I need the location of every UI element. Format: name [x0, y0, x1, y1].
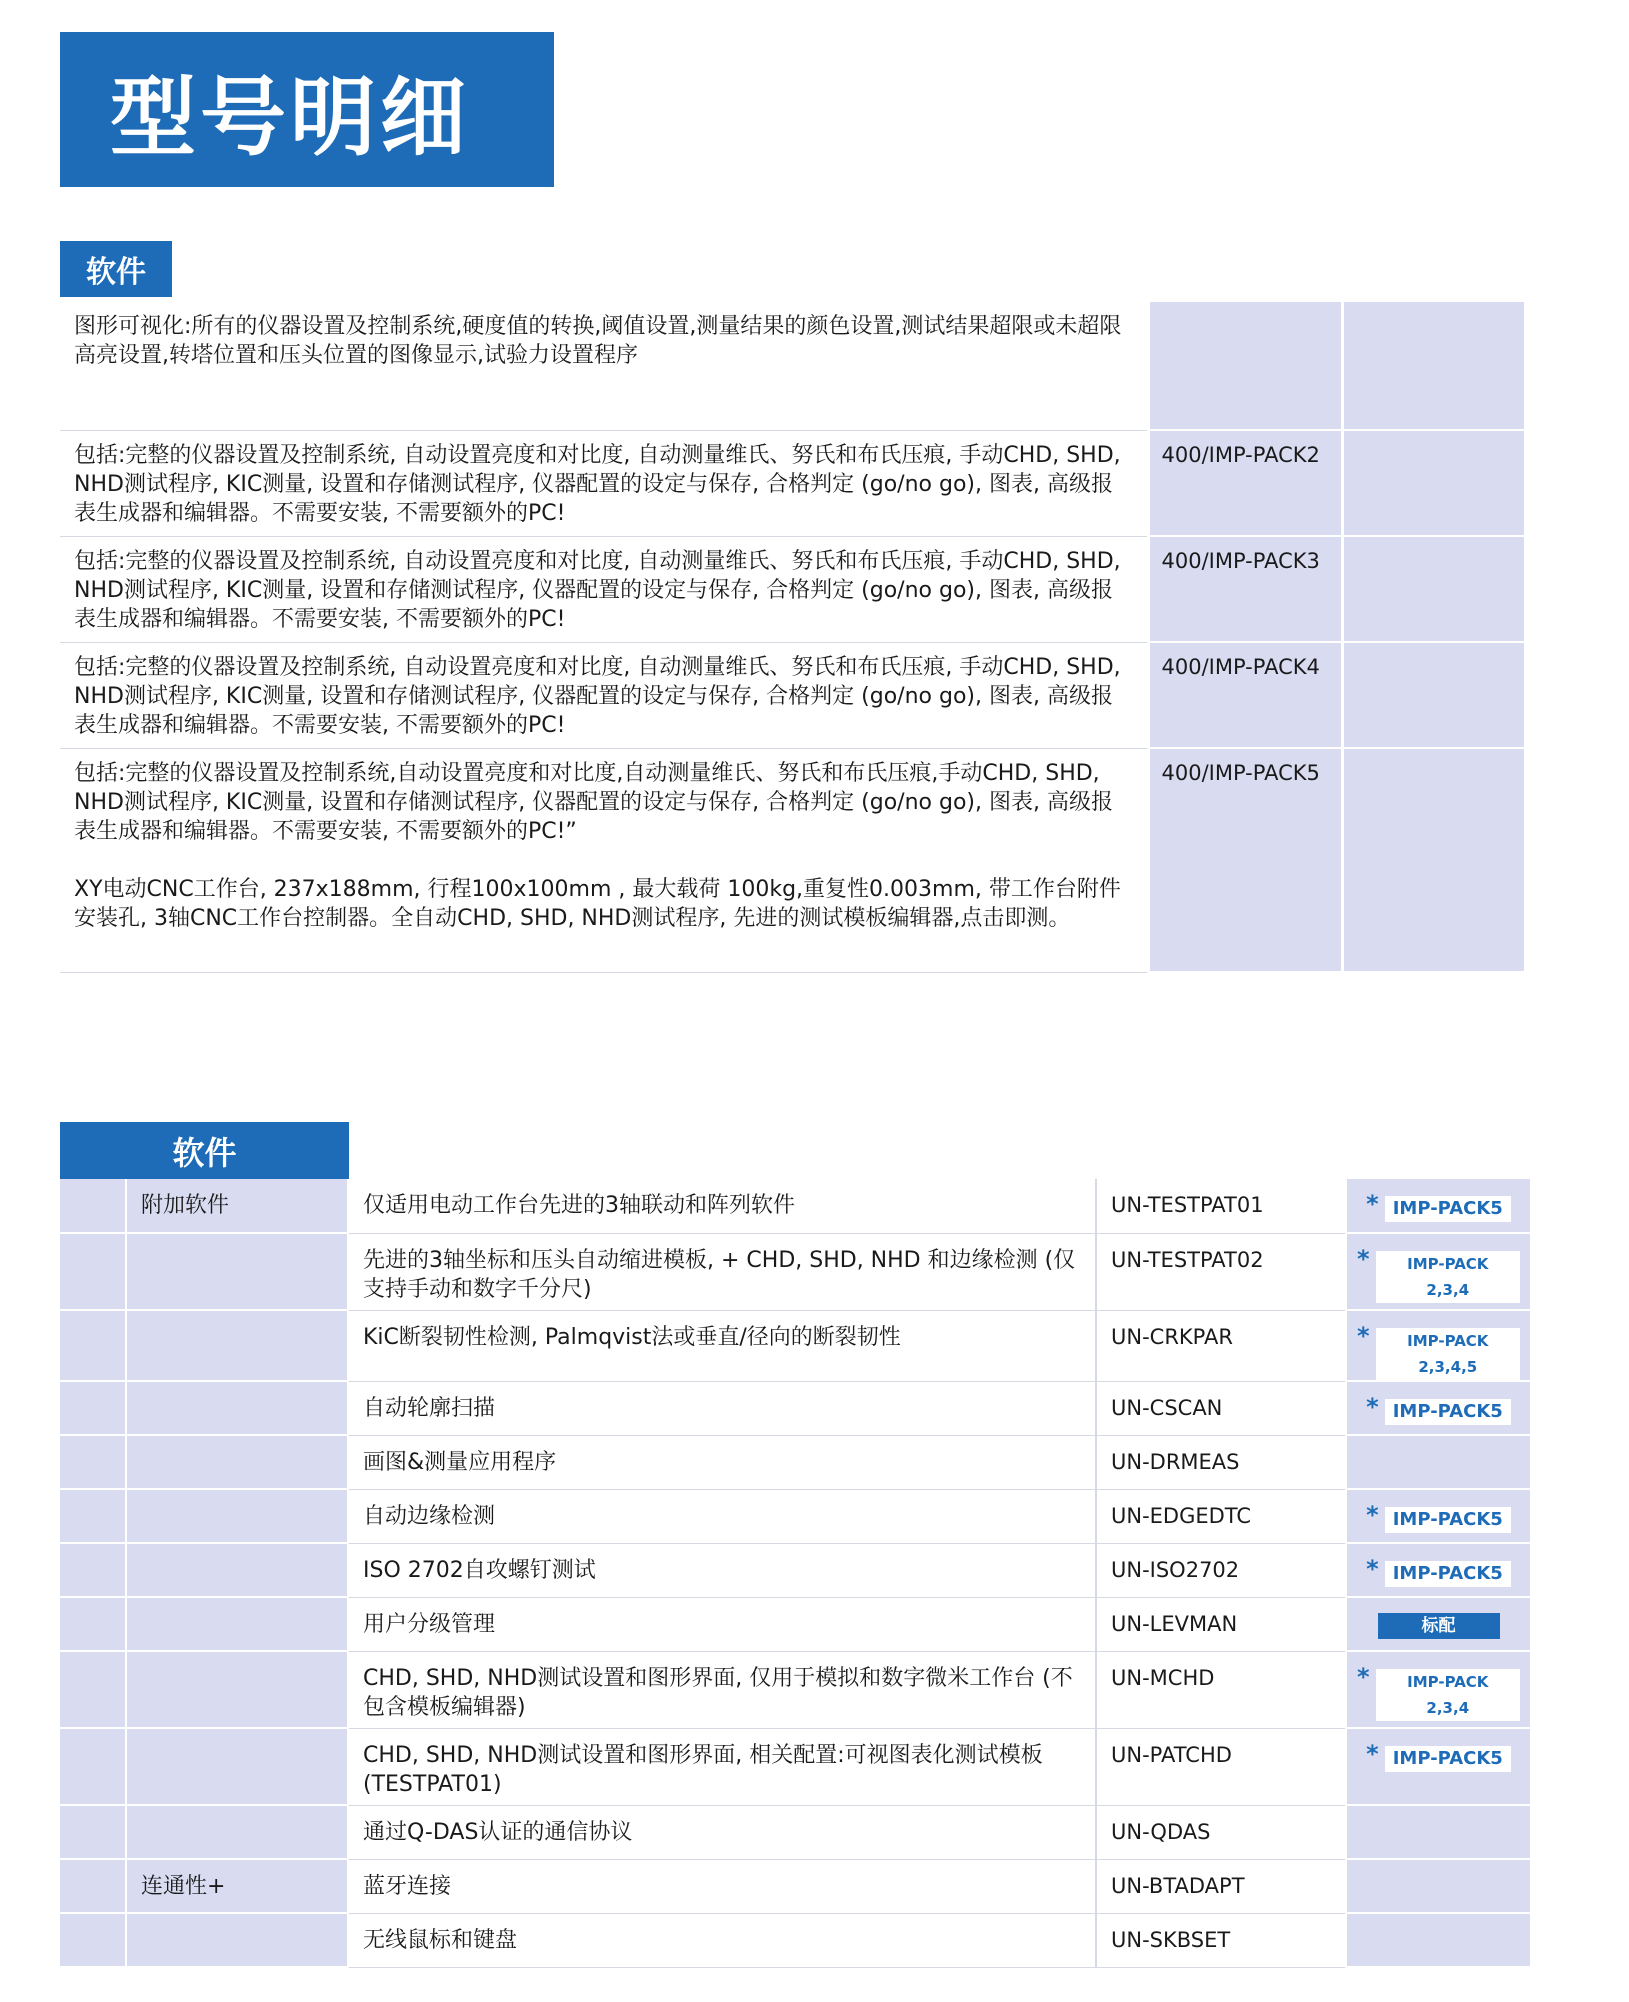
- row-marker-cell: [60, 1489, 126, 1543]
- addon-code: UN-TESTPAT01: [1096, 1179, 1346, 1233]
- category-cell: [126, 1651, 348, 1728]
- row-marker-cell: [60, 1805, 126, 1859]
- description-paragraph: 包括:完整的仪器设置及控制系统, 自动设置亮度和对比度, 自动测量维氏、努氏和布氏压痕, 手动CHD, SHD, NHD测试程序, KIC测量, 设置和存储测试程序, 仪器配置的设定与保存, 合格判定 (go/no go), 图表, 高级报表生成器和编辑器。不需要安装, 不需要额外的PC!: [74, 654, 1121, 738]
- package-code: 400/IMP-PACK2: [1148, 430, 1342, 536]
- category-cell: [126, 1728, 348, 1805]
- availability-cell: [1346, 1310, 1530, 1381]
- pack-badge: IMP-PACK5: [1385, 1507, 1511, 1533]
- addon-software-table: [60, 1179, 1530, 1968]
- description-paragraph: XY电动CNC工作台, 237x188mm, 行程100x100mm , 最大载荷 100kg,重复性0.003mm, 带工作台附件安装孔, 3轴CNC工作台控制器。全自动CHD, SHD, NHD测试程序, 先进的测试模板编辑器,点击即测。: [74, 876, 1121, 931]
- row-marker-cell: [60, 1859, 126, 1913]
- category-cell: [126, 1435, 348, 1489]
- pack-badge: IMP-PACK 2,3,4: [1376, 1251, 1520, 1303]
- pack-badge-group: [1366, 1501, 1511, 1533]
- asterisk-icon: *: [1366, 1190, 1379, 1218]
- availability-cell: [1346, 1233, 1530, 1310]
- addon-code: UN-BTADAPT: [1096, 1859, 1346, 1913]
- asterisk-icon: *: [1366, 1501, 1379, 1529]
- row-marker-cell: [60, 1179, 126, 1233]
- row-marker-cell: [60, 1597, 126, 1651]
- table-row: [60, 430, 1524, 536]
- addon-description: 自动轮廓扫描: [348, 1381, 1096, 1435]
- table-row: [60, 1543, 1530, 1597]
- package-code: 400/IMP-PACK4: [1148, 642, 1342, 748]
- section-tag-software-addons: 软件: [60, 1122, 349, 1179]
- table-row: [60, 1597, 1530, 1651]
- row-marker-cell: [60, 1728, 126, 1805]
- asterisk-icon: *: [1357, 1245, 1370, 1273]
- availability-cell: [1346, 1913, 1530, 1967]
- asterisk-icon: *: [1357, 1322, 1370, 1350]
- category-cell: 连通性+: [126, 1859, 348, 1913]
- pack-badge: IMP-PACK5: [1385, 1561, 1511, 1587]
- package-code: 400/IMP-PACK5: [1148, 748, 1342, 972]
- page-title: 型号明细: [60, 32, 554, 187]
- addon-code: UN-SKBSET: [1096, 1913, 1346, 1967]
- row-marker-cell: [60, 1543, 126, 1597]
- addon-description: CHD, SHD, NHD测试设置和图形界面, 相关配置:可视图表化测试模板 (TESTPAT01): [348, 1728, 1096, 1805]
- package-description: [60, 302, 1148, 430]
- table-row: [60, 1651, 1530, 1728]
- availability-cell: [1346, 1179, 1530, 1233]
- package-description: [60, 536, 1148, 642]
- pack-badge: IMP-PACK5: [1385, 1746, 1511, 1772]
- table-row: [60, 1233, 1530, 1310]
- package-extra-cell: [1342, 302, 1524, 430]
- package-extra-cell: [1342, 748, 1524, 972]
- table-row: [60, 1435, 1530, 1489]
- addon-code: UN-TESTPAT02: [1096, 1233, 1346, 1310]
- row-marker-cell: [60, 1310, 126, 1381]
- addon-code: UN-MCHD: [1096, 1651, 1346, 1728]
- availability-cell: [1346, 1859, 1530, 1913]
- description-paragraph: 包括:完整的仪器设置及控制系统, 自动设置亮度和对比度, 自动测量维氏、努氏和布氏压痕, 手动CHD, SHD, NHD测试程序, KIC测量, 设置和存储测试程序, 仪器配置的设定与保存, 合格判定 (go/no go), 图表, 高级报表生成器和编辑器。不需要安装, 不需要额外的PC!: [74, 548, 1121, 632]
- software-package-table: [60, 302, 1524, 973]
- category-cell: [126, 1381, 348, 1435]
- addon-description: 先进的3轴坐标和压头自动缩进模板, + CHD, SHD, NHD 和边缘检测 (仅支持手动和数字千分尺): [348, 1233, 1096, 1310]
- availability-cell: [1346, 1651, 1530, 1728]
- row-marker-cell: [60, 1913, 126, 1967]
- category-cell: [126, 1489, 348, 1543]
- addon-description: KiC断裂韧性检测, Palmqvist法或垂直/径向的断裂韧性: [348, 1310, 1096, 1381]
- package-description: [60, 642, 1148, 748]
- pack-badge-group: [1357, 1245, 1520, 1303]
- section-tag-software: 软件: [60, 241, 172, 297]
- description-paragraph: 图形可视化:所有的仪器设置及控制系统,硬度值的转换,阈值设置,测量结果的颜色设置,测试结果超限或未超限高亮设置,转塔位置和压头位置的图像显示,试验力设置程序: [74, 314, 1122, 368]
- addon-description: 无线鼠标和键盘: [348, 1913, 1096, 1967]
- category-cell: [126, 1913, 348, 1967]
- table-row: [60, 1179, 1530, 1233]
- addon-description: 蓝牙连接: [348, 1859, 1096, 1913]
- table-row: [60, 642, 1524, 748]
- description-paragraph: 包括:完整的仪器设置及控制系统,自动设置亮度和对比度,自动测量维氏、努氏和布氏压痕,手动CHD, SHD, NHD测试程序, KIC测量, 设置和存储测试程序, 仪器配置的设定与保存, 合格判定 (go/no go), 图表, 高级报表生成器和编辑器。不需要安装, 不需要额外的PC!”: [74, 760, 1113, 844]
- addon-code: UN-PATCHD: [1096, 1728, 1346, 1805]
- addon-code: UN-CRKPAR: [1096, 1310, 1346, 1381]
- addon-description: ISO 2702自攻螺钉测试: [348, 1543, 1096, 1597]
- table-row: [60, 302, 1524, 430]
- paragraph-gap: [74, 846, 1133, 875]
- standard-badge: 标配: [1378, 1613, 1500, 1639]
- pack-badge-group: [1366, 1555, 1511, 1587]
- package-extra-cell: [1342, 430, 1524, 536]
- package-description: [60, 430, 1148, 536]
- pack-badge: IMP-PACK 2,3,4,5: [1376, 1328, 1520, 1380]
- table-row: [60, 1381, 1530, 1435]
- addon-description: 通过Q-DAS认证的通信协议: [348, 1805, 1096, 1859]
- addon-code: UN-QDAS: [1096, 1805, 1346, 1859]
- table-row: [60, 1805, 1530, 1859]
- table-row: [60, 1859, 1530, 1913]
- pack-badge-group: [1357, 1663, 1520, 1721]
- row-marker-cell: [60, 1233, 126, 1310]
- addon-code: UN-CSCAN: [1096, 1381, 1346, 1435]
- category-cell: [126, 1310, 348, 1381]
- addon-code: UN-ISO2702: [1096, 1543, 1346, 1597]
- availability-cell: [1346, 1597, 1530, 1651]
- row-marker-cell: [60, 1381, 126, 1435]
- category-cell: [126, 1597, 348, 1651]
- addon-code: UN-EDGEDTC: [1096, 1489, 1346, 1543]
- package-code: [1148, 302, 1342, 430]
- addon-code: UN-DRMEAS: [1096, 1435, 1346, 1489]
- package-description: [60, 748, 1148, 972]
- table-row: [60, 536, 1524, 642]
- availability-cell: [1346, 1543, 1530, 1597]
- table-row: [60, 748, 1524, 972]
- asterisk-icon: *: [1366, 1393, 1379, 1421]
- pack-badge: IMP-PACK 2,3,4: [1376, 1669, 1520, 1721]
- category-cell: [126, 1805, 348, 1859]
- pack-badge-group: [1366, 1190, 1511, 1222]
- pack-badge-group: [1366, 1740, 1511, 1772]
- asterisk-icon: *: [1366, 1555, 1379, 1583]
- addon-description: CHD, SHD, NHD测试设置和图形界面, 仅用于模拟和数字微米工作台 (不包含模板编辑器): [348, 1651, 1096, 1728]
- category-cell: 附加软件: [126, 1179, 348, 1233]
- description-paragraph: 包括:完整的仪器设置及控制系统, 自动设置亮度和对比度, 自动测量维氏、努氏和布氏压痕, 手动CHD, SHD, NHD测试程序, KIC测量, 设置和存储测试程序, 仪器配置的设定与保存, 合格判定 (go/no go), 图表, 高级报表生成器和编辑器。不需要安装, 不需要额外的PC!: [74, 442, 1121, 526]
- availability-cell: [1346, 1728, 1530, 1805]
- table-row: [60, 1310, 1530, 1381]
- availability-cell: [1346, 1489, 1530, 1543]
- package-extra-cell: [1342, 536, 1524, 642]
- addon-description: 用户分级管理: [348, 1597, 1096, 1651]
- category-cell: [126, 1543, 348, 1597]
- addon-description: 画图&测量应用程序: [348, 1435, 1096, 1489]
- row-marker-cell: [60, 1651, 126, 1728]
- pack-badge-group: [1366, 1393, 1511, 1425]
- addon-description: 仅适用电动工作台先进的3轴联动和阵列软件: [348, 1179, 1096, 1233]
- addon-code: UN-LEVMAN: [1096, 1597, 1346, 1651]
- table-row: [60, 1728, 1530, 1805]
- package-extra-cell: [1342, 642, 1524, 748]
- availability-cell: [1346, 1435, 1530, 1489]
- table-row: [60, 1913, 1530, 1967]
- pack-badge-group: [1357, 1322, 1520, 1380]
- table-row: [60, 1489, 1530, 1543]
- availability-cell: [1346, 1381, 1530, 1435]
- row-marker-cell: [60, 1435, 126, 1489]
- availability-cell: [1346, 1805, 1530, 1859]
- category-cell: [126, 1233, 348, 1310]
- asterisk-icon: *: [1357, 1663, 1370, 1691]
- addon-description: 自动边缘检测: [348, 1489, 1096, 1543]
- package-code: 400/IMP-PACK3: [1148, 536, 1342, 642]
- pack-badge: IMP-PACK5: [1385, 1196, 1511, 1222]
- asterisk-icon: *: [1366, 1740, 1379, 1768]
- pack-badge: IMP-PACK5: [1385, 1399, 1511, 1425]
